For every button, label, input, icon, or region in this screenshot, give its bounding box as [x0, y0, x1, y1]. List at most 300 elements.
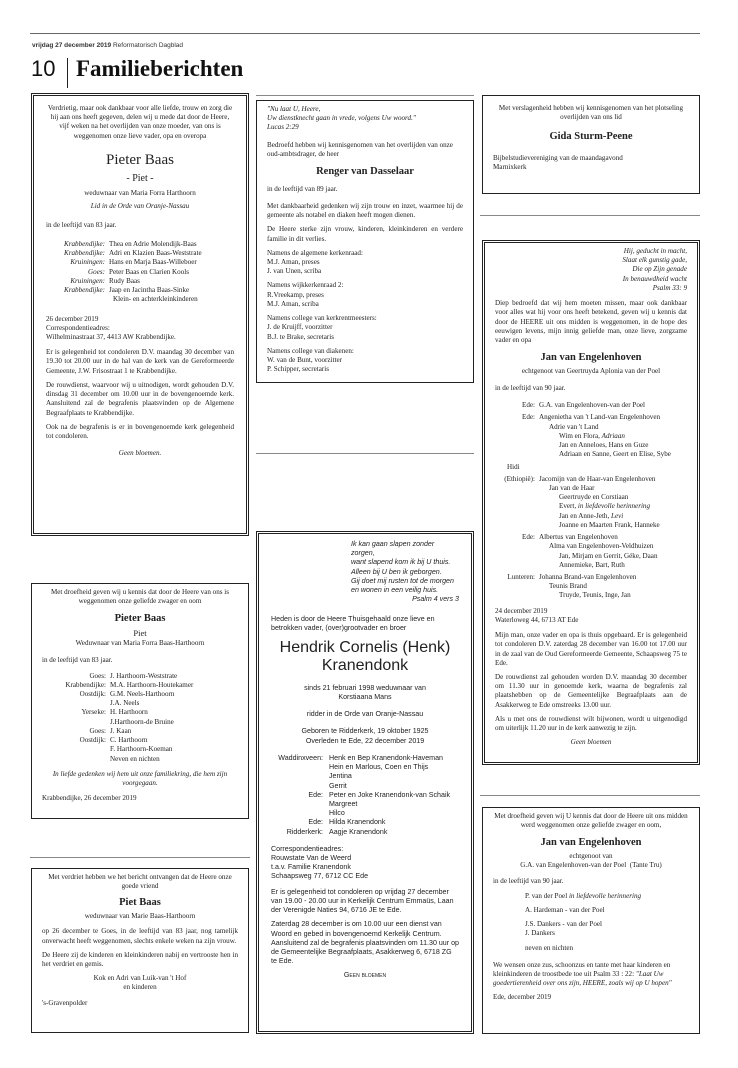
spouse-name: Korstiaana Mans — [338, 692, 392, 701]
psalm-quote — [495, 247, 687, 284]
sender: Kok en Adri van Luik-van 't Hof — [93, 974, 187, 983]
quote-reference: Lucas 2:29 — [267, 123, 299, 132]
deceased-nickname: - Piet - — [126, 173, 154, 185]
spouse-label: echtgenoot van — [569, 852, 613, 861]
family-row — [46, 240, 234, 249]
page-separator — [67, 58, 68, 88]
family-text: Adrie van 't Land — [549, 422, 599, 431]
family-row — [495, 542, 687, 551]
death-line: Overleden te Ede, 22 december 2019 — [305, 736, 425, 745]
viewing-info: Mijn man, onze vader en opa is thuis opgebaard. Er is gelegenheid tot condoleren D.V. zaterdag 28 december van 16.00 tot 17.00 uur in de zaal van de Oud Gereformeerde Gemeente, Schaapsweg 75 te Ede. — [495, 631, 687, 667]
order-line: Lid in de Orde van Oranje-Nassau — [90, 201, 190, 210]
family-group — [495, 533, 687, 570]
wish-text — [493, 961, 689, 989]
wish-quote: "Laat Uw goedertierenheid over ons zijn, HEERE, zoals wij op U hopen" — [493, 970, 672, 988]
group-member: M.J. Aman, preses — [267, 258, 320, 267]
wish-intro: We wensen onze zus, schoonzus en tante met haar kinderen en kleinkinderen de troostbede toe uit Psalm 33 : 22: — [493, 960, 671, 979]
group-title: Namens wijkkerkenraad 2: — [267, 281, 344, 290]
family-place: Ede: — [522, 401, 535, 410]
family-row — [495, 502, 687, 511]
notice-wish: De Heere sterke zijn vrouw, kinderen, kleinkinderen en verdere familie in dit verlies. — [267, 225, 463, 243]
group-title: Namens college van kerkrentmeesters: — [267, 314, 377, 323]
family-place: Krabbendijke: — [65, 680, 106, 689]
address: Wilhelminastraat 37, 4413 AW Krabbendijke. — [46, 333, 176, 341]
family-names: Thea en Adrie Molendijk-Baas — [109, 240, 197, 249]
family-row — [525, 929, 689, 938]
quote-line: In benauwdheid wacht — [622, 274, 687, 283]
family-list — [495, 401, 687, 600]
family-place — [495, 441, 539, 450]
group-title: Namens de algemene kerkenraad: — [267, 248, 363, 257]
family-row — [42, 681, 238, 690]
family-text: Angenietha van 't Land-van Engelenhoven — [539, 413, 661, 422]
club-name: Bijbelstudievereniging van de maandagavond — [493, 154, 623, 163]
header-rule — [30, 33, 700, 34]
place-date: Krabbendijke, 26 december 2019 — [42, 794, 137, 803]
family-names: Hein en Marlous, Coen en Thijs — [329, 763, 429, 772]
section-title: Familieberichten — [76, 56, 244, 81]
family-place: Ridderkerk: — [286, 827, 323, 836]
family-row — [271, 763, 459, 772]
age-line: in de leeftijd van 83 jaar. — [46, 220, 117, 229]
family-list — [271, 754, 459, 837]
family-row — [46, 268, 234, 277]
family-place: Yerseke: — [81, 708, 106, 717]
family-names: Gerrit — [329, 781, 347, 790]
family-row — [495, 591, 687, 600]
family-place: Oostdijk: — [79, 736, 106, 745]
family-names — [539, 591, 687, 600]
family-text: Geertruyde en Corstiaan — [559, 493, 629, 502]
deceased-surname: Kranendonk — [321, 657, 409, 675]
family-row — [271, 809, 459, 818]
sender-children: en kinderen — [123, 983, 157, 992]
family-names: Hilco — [329, 809, 345, 818]
family-group — [495, 413, 687, 459]
church-name: Marnixkerk — [493, 163, 527, 172]
age-line: in de leeftijd van 90 jaar. — [495, 384, 566, 393]
family-place: Goes: — [89, 726, 106, 735]
family-names: Jentina — [329, 772, 352, 781]
notice-date: 26 december 2019 — [46, 314, 99, 323]
deceased-name: Hendrik Cornelis (Henk) — [279, 638, 451, 656]
family-row — [271, 800, 459, 809]
condolence-info: Er is gelegenheid tot condoleren D.V. maandag 30 december van 19.30 tot 20.00 uur in de hal van de kerk van de Gereformeerde Gemeente, J.W. Frisostraat 1 te Krabbendijke. — [46, 348, 234, 375]
family-names — [539, 432, 687, 441]
notice-renger-van-dasselaar — [256, 100, 474, 383]
family-place: Kruiningen: — [70, 258, 105, 267]
family-names: Aagje Kranendonk — [329, 827, 388, 836]
widower-line: weduwnaar van Marie Baas-Harthoorn — [84, 912, 196, 921]
deceased-name: Pieter Baas — [106, 151, 174, 168]
notice-jan-van-engelenhoven-in-laws — [482, 807, 700, 1034]
address-line: Correspondentieadres: — [271, 844, 344, 853]
attendance-info: Als u met ons de rouwdienst wilt bijwonen, wordt u uitgenodigd om uiterlijk 11.20 uur in de kerk aanwezig te zijn. — [495, 714, 687, 733]
notice-intro: Met verslagenheid hebben wij kennisgenomen van het plotseling overlijden van ons lid — [498, 104, 684, 122]
family-row — [495, 413, 687, 422]
family-row — [271, 772, 459, 781]
age-line: in de leeftijd van 89 jaar. — [267, 184, 338, 193]
family-names — [539, 582, 687, 591]
funeral-info: De rouwdienst zal gehouden worden D.V. maandag 30 december om 11.30 uur in genoemde kerk, waarna de begrafenis zal plaatshebben op de Gemeentelijke Begraafplaats aan de Asakkerweg te Ede omstreeks 13.00 uur. — [495, 672, 687, 709]
family-place: Oostdijk: — [79, 690, 106, 698]
quote-line: Uw dienstknecht gaan in vrede, volgens Uw woord." — [267, 114, 416, 123]
family-names: Rudy Baas — [109, 276, 140, 285]
family-row — [495, 573, 687, 582]
deceased-nickname: Piet — [133, 628, 147, 639]
notice-gida-sturm-peene — [482, 95, 700, 194]
family-names: Adri en Klazien Baas-Weststrate — [109, 249, 202, 258]
family-row — [46, 286, 234, 295]
family-place — [42, 755, 110, 764]
deceased-name: Piet Baas — [119, 897, 161, 909]
family-place: Ede: — [308, 790, 323, 799]
family-row — [42, 755, 238, 764]
family-row — [42, 727, 238, 736]
family-place — [495, 561, 539, 570]
funeral-info: De rouwdienst, waarvoor wij u uitnodigen, wordt gehouden D.V. dinsdag 31 december om 10.00 uur in de bovengenoemde kerk. Aansluitend zal de begrafenis plaatsvinden op de Algemene Begraafplaats te Krabbendijke. — [46, 380, 234, 417]
order-line: ridder in de Orde van Oranje-Nassau — [306, 710, 424, 719]
family-place: Ede: — [522, 533, 535, 542]
family-row — [495, 552, 687, 561]
family-place — [495, 423, 539, 432]
family-names — [539, 475, 687, 484]
notice-text: op 26 december te Goes, in de leeftijd van 83 jaar, nog tamelijk onverwacht heeft weggenomen, slechts enkele weken na zijn vrouw. — [42, 927, 238, 945]
family-place — [495, 582, 539, 591]
family-text: Jan, Mirjam en Gerrit, Géke, Daan — [559, 551, 658, 560]
family-names — [539, 552, 687, 561]
family-place — [271, 800, 329, 809]
family-text: Johanna Brand-van Engelenhoven — [539, 572, 637, 581]
family-row — [271, 818, 459, 827]
family-text: Evert, — [559, 502, 578, 511]
group-member: P. Schipper, secretaris — [267, 365, 329, 374]
family-row — [495, 493, 687, 502]
family-row — [495, 521, 687, 530]
family-names — [539, 493, 687, 502]
family-place: Ede: — [522, 413, 535, 422]
family-text: Teunis Brand — [549, 582, 587, 591]
quote-line: Slaat elk gunstig gade, — [622, 256, 687, 265]
family-place: Waddinxveen: — [278, 753, 323, 762]
header-dateline — [32, 42, 183, 50]
group-member: J. van Unen, scriba — [267, 267, 322, 276]
family-note: in liefdevolle herinnering — [577, 502, 651, 511]
family-row — [42, 708, 238, 717]
family-place: Kruiningen: — [70, 276, 105, 285]
family-text: Jan en Anne-Jeth, — [559, 511, 612, 520]
family-names: J. Harthoorn-Weststrate — [110, 671, 178, 680]
family-text: A. Hardeman - van der Poel — [525, 905, 605, 914]
family-place: Goes: — [89, 671, 106, 680]
quote-line: "Nu laat U, Heere, — [267, 105, 321, 113]
address-line: Rouwstate Van de Weerd — [271, 854, 352, 863]
family-row — [495, 475, 687, 484]
quote-line: en wonen in een veilig huis. — [351, 586, 439, 595]
family-text: Alma van Engelenhoven-Veldhuizen — [549, 542, 654, 551]
family-names: Jaap en Jacintha Baas-Sinke — [109, 286, 190, 295]
family-row — [42, 699, 238, 708]
family-row — [495, 423, 687, 432]
family-names — [539, 542, 687, 551]
family-place: Lunteren: — [507, 572, 535, 581]
widower-line: sinds 21 februari 1998 weduwnaar van — [304, 683, 426, 692]
family-names: H. Harthoorn — [110, 708, 148, 717]
condolence-info: Er is gelegenheid tot condoleren op vrijdag 27 december van 19.00 - 20.00 uur in Kerkelijk Centrum Emmaüs, Laan der Verenigde Naties 94, 6716 JE te Ede. — [271, 887, 454, 915]
family-row — [525, 906, 689, 915]
address-line: Schaapsweg 77, 6712 CC Ede — [271, 872, 369, 881]
family-place — [495, 450, 539, 459]
family-note: Levi — [611, 511, 624, 520]
family-names — [539, 533, 687, 542]
family-names: J.Harthoorn-de Bruine — [110, 717, 174, 726]
family-place — [495, 432, 539, 441]
family-group — [495, 475, 687, 530]
family-place: Goes: — [88, 267, 105, 276]
notice-piet-baas-friends — [31, 868, 249, 1033]
place: 's-Gravenpolder — [42, 998, 88, 1007]
family-row — [271, 782, 459, 791]
family-text: Adriaan en Sanne, Geert en Elise, Sybe — [559, 450, 671, 459]
family-place — [495, 493, 539, 502]
family-names: Peter Baas en Clarien Kools — [109, 267, 189, 276]
widower-line: Weduwnaar van Maria Forra Baas-Harthoorn — [75, 639, 205, 648]
family-names: J.A. Neels — [110, 699, 140, 708]
family-names — [539, 413, 687, 422]
family-names: Peter en Joke Kranendonk-van Schaik — [329, 790, 451, 799]
family-names: M.A. Harthoorn-Houtekamer — [110, 680, 194, 689]
notice-pieter-baas-in-laws — [31, 583, 249, 819]
notice-intro: Bedroefd hebben wij kennisgenomen van het overlijden van onze oud-ambtsdrager, de heer — [267, 140, 453, 158]
divider — [30, 857, 250, 858]
family-names: F. Harthoorn-Koeman — [110, 745, 173, 754]
family-row — [42, 718, 238, 727]
deceased-name: Jan van Engelenhoven — [540, 352, 642, 364]
group-member: B.J. te Brake, secretaris — [267, 332, 334, 341]
family-row — [271, 754, 459, 763]
family-list — [42, 672, 238, 764]
deceased-name: Jan van Engelenhoven — [540, 837, 642, 849]
family-row — [495, 484, 687, 493]
signatory-group — [267, 314, 463, 342]
family-place: Krabbendijke: — [64, 240, 105, 249]
spouse-nickname: (Tante Tru) — [629, 861, 662, 870]
signatory-group — [267, 281, 463, 309]
family-text: Jan van de Haar — [549, 484, 595, 493]
family-place: (Ethiopië): — [504, 474, 535, 483]
family-names: J. Kaan — [110, 726, 132, 735]
family-row — [271, 791, 459, 800]
age-line: in de leeftijd van 83 jaar. — [42, 656, 113, 665]
family-place — [42, 745, 110, 754]
family-row — [46, 277, 234, 286]
quote-reference: Psalm 33: 9 — [652, 283, 687, 292]
notice-intro: Heden is door de Heere Thuisgehaald onze lieve en betrokken vader, (over)grootvader en broer — [271, 614, 435, 632]
family-note: Adriaan — [601, 431, 625, 440]
family-names: Henk en Bep Kranendonk-Haveman — [329, 753, 443, 762]
place-date: Ede, december 2019 — [493, 993, 552, 1002]
family-note: in liefdevolle herinnering — [568, 891, 642, 900]
family-group — [495, 463, 687, 472]
family-place — [495, 512, 539, 521]
family-place: Hidi — [507, 462, 520, 471]
birth-line: Geboren te Ridderkerk, 19 oktober 1925 — [301, 727, 429, 736]
family-row — [495, 561, 687, 570]
family-place: Ede: — [308, 818, 323, 827]
family-group — [495, 401, 687, 410]
family-place — [495, 502, 539, 511]
group-member: M.J. Aman, scriba — [267, 299, 319, 308]
divider — [256, 453, 474, 454]
family-text: Albertus van Engelenhoven — [539, 533, 618, 542]
no-flowers: Geen bloemen — [343, 971, 387, 980]
signatories — [267, 249, 463, 375]
family-text: P. van der Poel — [525, 891, 569, 900]
family-text: Annemieke, Bart, Ruth — [559, 560, 625, 569]
deceased-name: Pieter Baas — [114, 613, 166, 625]
quote-line: Alleen bij U ben ik geborgen. — [351, 567, 442, 576]
notice-wish: De Heere zij de kinderen en kleinkinderen nabij en vertrooste hen in het verdriet en gemis. — [42, 950, 238, 968]
group-member: J. de Kruijff, voorzitter — [267, 323, 333, 332]
family-row — [495, 432, 687, 441]
family-row — [525, 892, 689, 901]
family-text: Truyde, Teunis, Inge, Jan — [559, 591, 631, 600]
family-text: Jacomijn van de Haar-van Engelenhoven — [539, 474, 656, 483]
deceased-name: Gida Sturm-Peene — [549, 131, 633, 143]
family-row — [42, 745, 238, 754]
family-names — [539, 521, 687, 530]
notice-henk-kranendonk — [256, 531, 474, 1034]
divider — [480, 795, 700, 796]
family-place — [271, 809, 329, 818]
family-row — [525, 920, 689, 929]
family-place — [271, 782, 329, 791]
page-number: 10 — [31, 56, 56, 81]
psalm-quote — [271, 540, 459, 595]
age-line: in de leeftijd van 90 jaar. — [493, 876, 564, 885]
family-row — [495, 512, 687, 521]
family-text: J.S. Dankers - van der Poel — [525, 920, 603, 929]
address-line: t.a.v. Familie Kranendonk — [271, 863, 351, 872]
no-flowers: Geen bloemen. — [118, 449, 162, 458]
notice-jan-van-engelenhoven-family — [482, 240, 700, 765]
family-names: Margreet — [329, 799, 358, 808]
family-place — [495, 552, 539, 561]
no-flowers: Geen bloemen — [570, 738, 612, 747]
family-names: G.M. Neels-Harthoorn — [110, 690, 175, 698]
memory-line: In liefde gedenken wij hem uit onze familiekring, die hem zijn voorgegaan. — [52, 769, 228, 787]
notice-intro: Verdrietig, maar ook dankbaar voor alle liefde, trouw en zorg die hij aan ons heeft gegeven, delen wij u mede dat door de Heere, vijf weken na het overlijden van onze moeder, van ons is weggenomen onze lieve vader, opa en overopa — [47, 104, 233, 140]
quote-line: want slapend kom ik bij U thuis. — [351, 558, 451, 567]
family-place: Krabbendijke: — [64, 286, 105, 295]
notice-intro: Met droefheid geven wij u kennis dat door de Heere van ons is weggenomen onze geliefde zwager en oom — [50, 588, 230, 606]
widower-line: weduwnaar van Maria Forra Harthoorn — [84, 189, 196, 198]
family-text: J. Dankers — [525, 929, 555, 938]
signatory-group — [267, 249, 463, 277]
family-row — [46, 249, 234, 258]
family-names — [539, 441, 687, 450]
grandchildren-line: Klein- en achterkleinkinderen — [113, 295, 198, 304]
group-member: W. van de Bunt, voorzitter — [267, 356, 342, 365]
family-place — [495, 484, 539, 493]
group-member: R.Vreekamp, preses — [267, 290, 324, 299]
family-row — [271, 828, 459, 837]
family-text: neven en nichten — [525, 943, 574, 952]
signatory-group — [267, 347, 463, 375]
notice-intro: Diep bedroefd dat wij hem moeten missen, maar ook dankbaar voor alles wat hij voor ons heeft betekend, geven wij u kennis dat door de HEERE uit ons midden is weggenomen, in de hope des eeuwigen levens, mijn innig geliefde man, onze lieve, zorgzame vader en opa — [495, 299, 687, 344]
family-names: Neven en nichten — [110, 754, 160, 763]
address — [271, 845, 459, 882]
family-row — [525, 944, 689, 953]
family-row — [42, 672, 238, 681]
family-names: Hilda Kranendonk — [329, 818, 386, 827]
family-names — [539, 401, 687, 410]
family-row — [495, 533, 687, 542]
family-row — [46, 258, 234, 267]
family-place — [495, 542, 539, 551]
notice-intro: Met droefheid geven wij U kennis dat door de Heere uit ons midden werd weggenomen onze geliefde zwager en oom, — [494, 812, 688, 830]
quote-line: Die op Zijn genade — [632, 265, 687, 274]
quote-line: Ik kan gaan slapen zonder zorgen, — [351, 540, 435, 558]
notice-date: 24 december 2019 — [495, 606, 548, 615]
family-place — [42, 718, 110, 727]
family-text: Jan en Anneloes, Hans en Guze — [559, 441, 649, 450]
spouse-name: G.A. van Engelenhoven-van der Poel — [520, 861, 627, 870]
family-text: Wim en Flora, — [559, 431, 602, 440]
family-group — [495, 573, 687, 601]
family-row — [495, 401, 687, 410]
family-place: Krabbendijke: — [64, 249, 105, 258]
address: Waterloweg 44, 6713 AT Ede — [495, 615, 579, 624]
family-names: C. Harthoorn — [110, 736, 148, 745]
family-place — [495, 521, 539, 530]
address-label: Correspondentieadres: — [46, 323, 110, 332]
notice-intro: Met verdriet hebben we het bericht ontvangen dat de Heere onze goede vriend — [48, 873, 232, 891]
family-row — [42, 690, 238, 699]
family-names — [539, 512, 687, 521]
header-date: vrijdag 27 december 2019 — [32, 42, 112, 49]
family-row — [495, 441, 687, 450]
quote-line: Hij, geducht in macht, — [623, 247, 687, 255]
family-list — [46, 240, 234, 295]
family-names — [539, 423, 687, 432]
family-names — [539, 484, 687, 493]
family-names — [539, 450, 687, 459]
family-names: Hans en Marja Baas-Willeboer — [109, 258, 197, 267]
family-place — [271, 763, 329, 772]
divider — [480, 215, 700, 216]
spouse-line: echtgenoot van Geertruyda Aplonia van der Poel — [521, 366, 661, 375]
funeral-info: Zaterdag 28 december is om 10.00 uur een dienst van Woord en gebed in bovengenoemd Kerkelijk Centrum. Aansluitend zal de begrafenis plaatsvinden om 11.30 uur op de Gemeentelijke Begraafplaats, Asakkerweg 6, 6718 ZG te Ede. — [271, 920, 459, 966]
notice-text: Met dankbaarheid gedenken wij zijn trouw en inzet, waarmee hij de gemeente als notabel en diaken heeft mogen dienen. — [267, 201, 463, 220]
after-funeral-info: Ook na de begrafenis is er in bovengenoemde kerk gelegenheid tot condoleren. — [46, 422, 234, 440]
family-place — [495, 591, 539, 600]
family-list — [493, 892, 689, 953]
quote-reference: Psalm 4 vers 3 — [412, 595, 459, 604]
family-place — [42, 699, 110, 708]
family-row — [495, 582, 687, 591]
deceased-name: Renger van Dasselaar — [316, 166, 414, 178]
header-paper: Reformatorisch Dagblad — [112, 42, 184, 49]
family-names — [539, 502, 687, 511]
family-names — [539, 561, 687, 570]
group-title: Namens college van diakenen: — [267, 346, 354, 355]
family-row — [42, 736, 238, 745]
family-text: G.A. van Engelenhoven-van der Poel — [539, 401, 645, 410]
notice-pieter-baas-family — [31, 93, 249, 536]
family-names — [539, 573, 687, 582]
divider — [256, 95, 474, 96]
